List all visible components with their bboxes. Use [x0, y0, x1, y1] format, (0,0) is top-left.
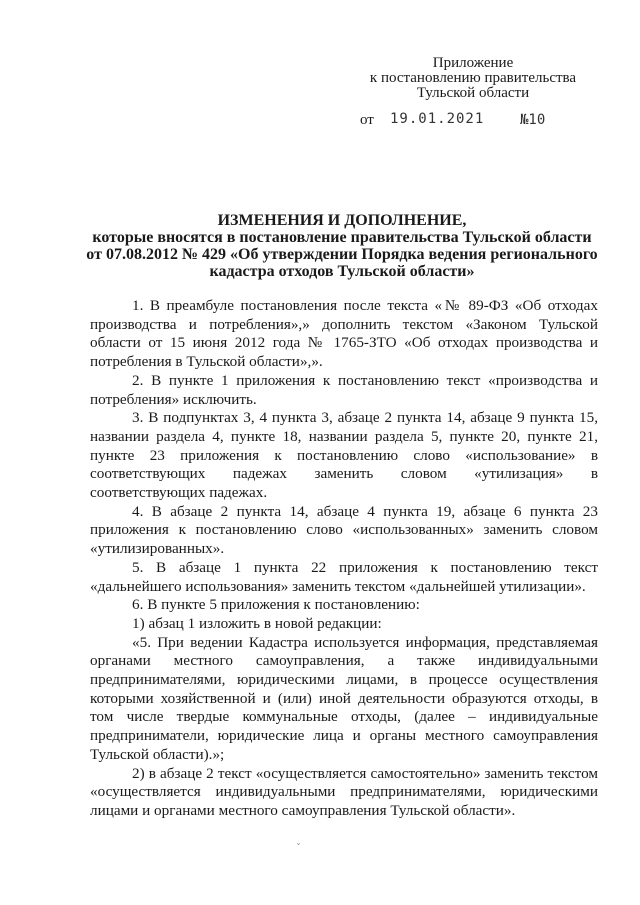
paragraph-2: 2. В пункте 1 приложения к постановлению текст «производства и потребления» исключить. [90, 371, 598, 408]
paragraph-7: 1) абзац 1 изложить в новой редакции: [132, 614, 382, 632]
appendix-line-3: Тульской области [416, 85, 530, 101]
paragraph-9: 2) в абзаце 2 текст «осуществляется самостоятельно» заменить текстом «осуществляется индивидуальными предпринимателями, юридическими лицами и органами местного самоуправления Тульской области». [90, 764, 598, 819]
document-date: 19.01.2021 [390, 111, 485, 127]
title-line-4: кадастра отходов Тульской области» [209, 263, 475, 280]
scan-speck: ˇ [296, 843, 301, 854]
paragraph-1: 1. В преамбуле постановления после текста «№ 89-ФЗ «Об отходах производства и потребления»,» дополнить текстом «Законом Тульской области от 15 июня 2012 года № 1765-ЗТО «Об отходах производства и потребления в Тульской области»,». [90, 297, 598, 371]
appendix-line-2: к постановлению правительства [369, 70, 577, 86]
paragraph-6: 6. В пункте 5 приложения к постановлению: [132, 596, 420, 614]
date-number-line [360, 112, 600, 132]
appendix-header [358, 56, 588, 101]
title-line-3: от 07.08.2012 № 429 «Об утверждении Порядка ведения регионального [86, 246, 598, 263]
title-line-2: которые вносятся в постановление правительства Тульской области [92, 229, 592, 246]
document-number: №10 [520, 112, 546, 128]
title-line-1: ИЗМЕНЕНИЯ И ДОПОЛНЕНИЕ, [217, 212, 467, 229]
paragraph-4: 4. В абзаце 2 пункта 14, абзаце 4 пункта 19, абзаце 6 пункта 23 приложения к постановлению слово «использованных» заменить словом «утилизированных». [90, 502, 598, 558]
appendix-line-1: Приложение [432, 55, 514, 71]
paragraph-8: «5. При ведении Кадастра используется информация, представляемая органами местного самоуправления, а также индивидуальными предпринимателями, юридическими лицами, в процессе осуществления которыми хозяйственной и (или) иной деятельности образуются отходы, в том числе твердые коммунальные отходы, (далее – индивидуальные предприниматели, юридические лица и органы местного самоуправления Тульской области).»; [90, 633, 598, 763]
paragraph-5: 5. В абзаце 1 пункта 22 приложения к постановлению текст «дальнейшего использования» заменить текстом «дальнейшей утилизации». [90, 558, 598, 595]
document-title [80, 212, 604, 280]
paragraph-3: 3. В подпунктах 3, 4 пункта 3, абзаце 2 пункта 14, абзаце 9 пункта 15, названии раздела 4, пункте 18, названии раздела 5, пункте 20, пункте 21, пункте 23 приложения к постановлению слово «использование» в соответствующих падежах заменить словом «утилизация» в соответствующих падежах. [90, 409, 598, 502]
document-body [90, 297, 598, 821]
date-prefix: от [360, 112, 374, 128]
